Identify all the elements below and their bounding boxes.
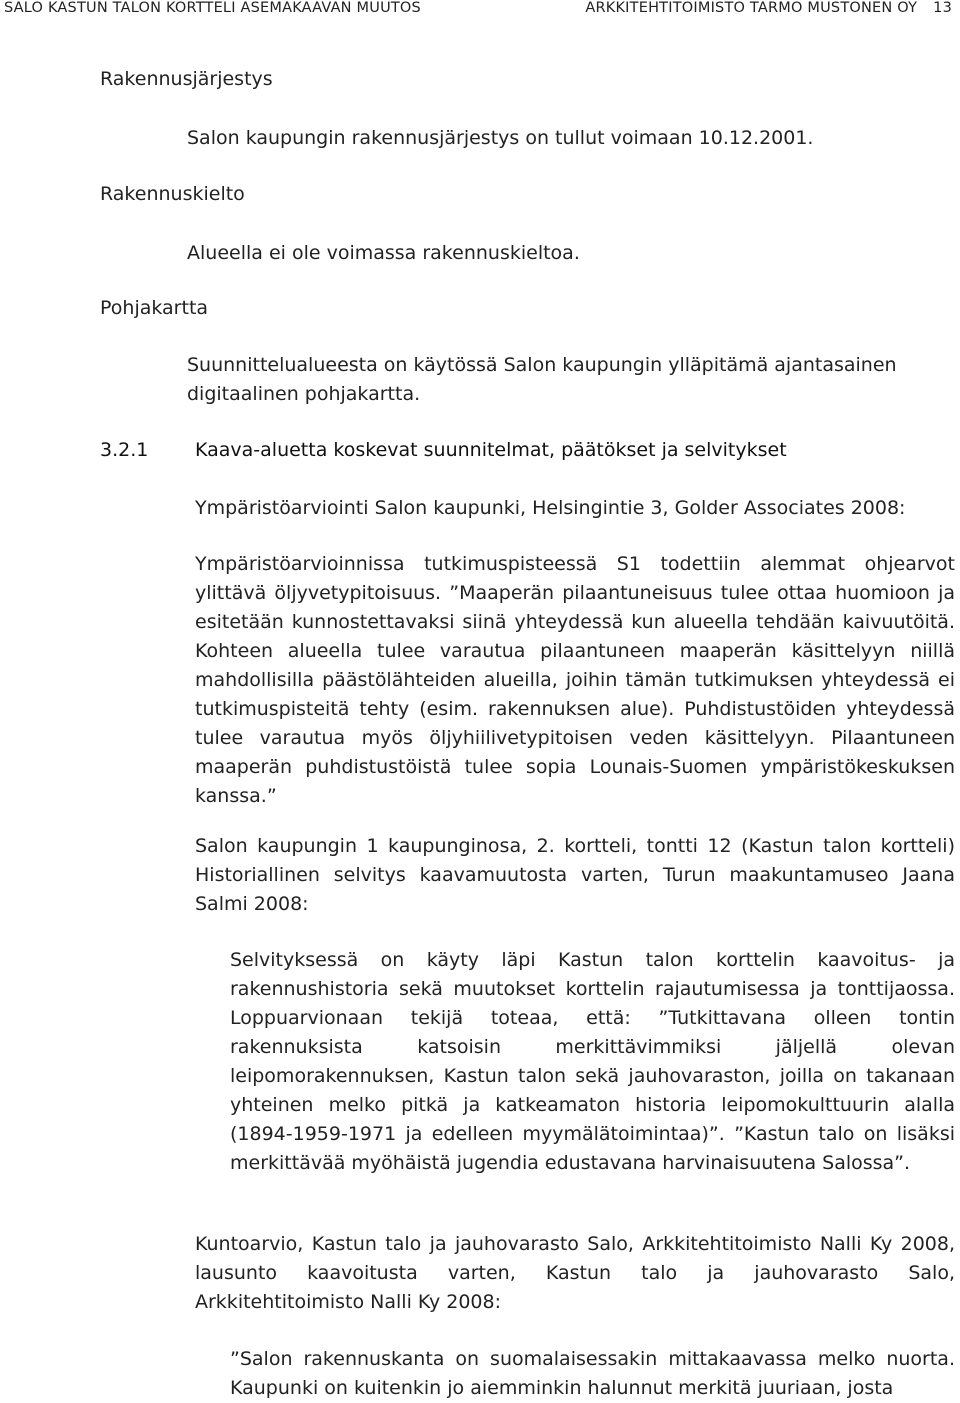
page-number: 13 [933,0,952,16]
condition-title: Kuntoarvio, Kastun talo ja jauhovarasto Salo, Arkkitehtitoimisto Nalli Ky 2008, lausunto kaavoitusta varten, Kastun talo ja jauhovarasto Salo, Arkkitehtitoimisto Nalli Ky 2008: [195,1233,955,1313]
history-title: Salon kaupungin 1 kaupunginosa, 2. kortteli, tontti 12 (Kastun talon kortteli) Historiallinen selvitys kaavamuutosta varten, Turun maakuntamuseo Jaana Salmi 2008: [195,835,955,915]
history-quote: Selvityksessä on käyty läpi Kastun talon korttelin kaavoitus- ja rakennushistoria sekä muutokset korttelin rajautumisessa ja tonttijaossa. Loppuarvionaan tekijä toteaa, että: ”Tutkittavana olleen tontin rakennuksista katsoisin merkittävimmiksi jäljellä olevan leipomorakennuksen, Kastun talon sekä jauhovaraston, joilla on takanaan yhteinen melko pitkä ja katkeamaton historia leipomokulttuurin alalla (1894-1959-1971 ja edelleen myymälätoimintaa)”. ”Kastun talo on lisäksi merkittävää myöhäistä jugendia edustavana harvinaisuutena Salossa”. [230,949,955,1174]
section-number: 3.2.1 [100,439,149,461]
pohjakartta-text: Suunnittelualueesta on käytössä Salon kaupungin ylläpitämä ajantasainen digitaalinen pohjakartta. [187,354,897,405]
header-company [585,0,952,16]
rakennuskielto-text: Alueella ei ole voimassa rakennuskieltoa. [187,242,580,264]
page-header [0,0,960,22]
env-assessment-body: Ympäristöarvioinnissa tutkimuspisteessä S1 todettiin alemmat ohjearvot ylittävä öljyvetypitoisuus. ”Maaperän pilaantuneisuus tulee ottaa huomioon ja esitetään kunnostettavaksi siinä yhteydessä kun alueella tehdään kaivuutöitä. Kohteen alueella tulee varautua pilaantuneen maaperän käsittelyyn niillä mahdollisilla päästölähteiden alueilla, joihin tämän tutkimuksen yhteydessä ei tutkimuspisteitä tehty (esim. rakennuksen alue). Puhdistustöiden yhteydessä tulee varautua myös öljyhiilivetypitoisen veden käsittelyyn. Pilaantuneen maaperän puhdistustöistä tulee sopia Lounais-Suomen ympäristökeskuksen kanssa.” [195,553,955,807]
rakennusjarjestys-text: Salon kaupungin rakennusjärjestys on tullut voimaan 10.12.2001. [187,127,814,149]
pohjakartta-label: Pohjakartta [100,297,209,319]
header-document-title: SALO KASTUN TALON KORTTELI ASEMAKAAVAN MUUTOS [4,0,421,16]
header-company-name: ARKKITEHTITOIMISTO TARMO MUSTONEN OY [585,0,918,16]
rakennuskielto-label: Rakennuskielto [100,183,245,205]
env-assessment-title: Ympäristöarviointi Salon kaupunki, Helsingintie 3, Golder Associates 2008: [195,497,906,519]
condition-quote: ”Salon rakennuskanta on suomalaisessakin mittakaavassa melko nuorta. Kaupunki on kuitenkin jo aiemminkin halunnut merkitä juuriaan, josta [230,1348,955,1399]
section-title: Kaava-aluetta koskevat suunnitelmat, päätökset ja selvitykset [195,439,787,461]
rakennusjarjestys-label: Rakennusjärjestys [100,68,273,90]
